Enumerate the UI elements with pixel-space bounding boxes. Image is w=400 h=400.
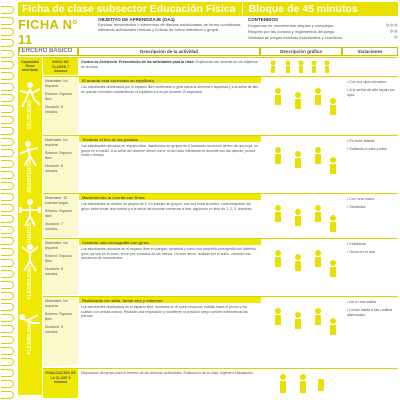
activity-text: Los estudiantes se dividen en grupos de 5. En parejas de grupos, con una línea al centro, cada integrante del grupo debe tomar una cuerda y a la señal del docente comenzar a tirar, siguiendo el ritmo de 1, 2, 3, tiradores. bbox=[81, 202, 253, 211]
spiral-ring bbox=[1, 6, 14, 14]
spiral-ring bbox=[1, 248, 14, 256]
objective-label: OBJETIVO DE APRENDIZAJE (OA4) bbox=[98, 17, 175, 22]
final-label: FINALIZACIÓN DE LA CLASE 5 minutos bbox=[45, 371, 76, 384]
stars-icon: ✲ bbox=[393, 35, 398, 41]
activity-title: Tocando el tiro de las palmas. bbox=[79, 136, 261, 142]
spiral-ring bbox=[1, 204, 14, 212]
materials-cell bbox=[43, 77, 78, 134]
spiral-ring bbox=[1, 72, 14, 80]
exercise-icon bbox=[18, 243, 42, 273]
header-spacer bbox=[18, 47, 78, 56]
start-text: Explicación del docente de los objetivos de la clase. bbox=[81, 60, 258, 69]
start-graphic bbox=[263, 58, 343, 75]
description-cell bbox=[79, 194, 261, 237]
description-cell bbox=[79, 297, 261, 366]
spiral-ring bbox=[1, 105, 14, 113]
exercise-icon bbox=[18, 301, 42, 331]
spiral-ring bbox=[1, 226, 14, 234]
spiral-ring bbox=[1, 380, 14, 388]
spiral-ring bbox=[1, 292, 14, 300]
final-text: Disposición del grupo para el término de las diversas actividades. Evaluación de la clase, higiene e hidratación. bbox=[81, 371, 254, 375]
exercise-icon bbox=[18, 198, 42, 228]
variations-list bbox=[345, 136, 398, 155]
materials-text: Materiales: No requiere. bbox=[45, 79, 68, 88]
spiral-ring bbox=[1, 347, 14, 355]
ficha-number: FICHA N° 11 bbox=[18, 17, 78, 47]
content-item: Esquemas de movimientos simples y complejos. ✲✲✲ bbox=[248, 23, 398, 29]
section-label: FLEXIBILIDAD bbox=[27, 319, 33, 355]
spiral-ring bbox=[1, 127, 14, 135]
activity-illustration bbox=[263, 297, 343, 367]
variation-item: • En trote lateral. bbox=[347, 139, 376, 143]
spiral-ring bbox=[1, 193, 14, 201]
spiral-ring bbox=[1, 259, 14, 267]
final-row bbox=[43, 368, 398, 398]
spiral-ring bbox=[1, 160, 14, 168]
activity-title: Creando una coreografía con giros. bbox=[79, 239, 261, 245]
spiral-ring bbox=[1, 369, 14, 377]
spiral-ring bbox=[1, 270, 14, 278]
spiral-ring bbox=[1, 336, 14, 344]
variation-item: • Con una mano. bbox=[347, 197, 376, 201]
activity-text: Los estudiantes ubicados en el espacio libre en parejas, sentados y como una pequeña coreografía con distintos giros, ya sea en el suelo, en un pie, tomados de las manos. Un solo demo, realizan por el suelo, creando una secuencia de movimientos. bbox=[81, 247, 256, 260]
materials-text: Materiales: No requiere. bbox=[45, 241, 68, 250]
activity-row bbox=[43, 76, 398, 134]
spiral-ring bbox=[1, 171, 14, 179]
spiral-ring bbox=[1, 358, 14, 366]
description-cell bbox=[79, 136, 261, 192]
duration-label: Bloque de 45 minutos bbox=[242, 3, 358, 15]
spiral-ring bbox=[1, 116, 14, 124]
activity-row bbox=[43, 193, 398, 237]
teacher-students-illustration bbox=[263, 58, 343, 76]
spiral-binding bbox=[0, 0, 16, 400]
variations-list bbox=[345, 239, 398, 258]
exercise-icon bbox=[18, 140, 42, 170]
final-graphic bbox=[263, 369, 343, 398]
duration-text: Duración: 7 minutos. bbox=[45, 222, 63, 231]
header-graphic: Descripción gráfica bbox=[260, 47, 342, 56]
objective-block bbox=[98, 17, 246, 32]
table-header bbox=[18, 47, 398, 56]
variation-item: • De a una rodilla. bbox=[347, 300, 378, 304]
graphic-cell bbox=[263, 297, 343, 366]
spiral-ring bbox=[1, 39, 14, 47]
duration-text: Duración: 5 minutos. bbox=[45, 105, 63, 114]
variations-cell bbox=[345, 77, 398, 134]
spiral-ring bbox=[1, 237, 14, 245]
spiral-ring bbox=[1, 182, 14, 190]
variation-item: • Llevar hasta a las rodillas alternadas. bbox=[347, 308, 393, 317]
spiral-ring bbox=[1, 149, 14, 157]
variation-item: • Individual. bbox=[347, 242, 367, 246]
description-cell bbox=[79, 239, 261, 295]
space-text: Entorno: Espacio libre. bbox=[45, 254, 72, 263]
activity-text: Los estudiantes ubicados en espacio libre, distribuidos en grupos de 6 formando un círculo dentro de una hoja, un grupo en el medio. A la señal del docente deben correr al otro lado intentando el docente con las palmas, ya sea doble o tiempo. bbox=[81, 144, 258, 157]
spiral-ring bbox=[1, 83, 14, 91]
section-label: VELOCIDAD bbox=[27, 100, 33, 130]
stars-icon: ✲✲ bbox=[389, 29, 398, 35]
activity-text: Los estudiantes distribuidos por el espacio libre comienzan a girar hacia la derecha e izquierda y a la señal de alto se quedan inmóviles manteniendo el equilibrio en un pie durante 10 segundos. bbox=[81, 85, 259, 94]
activity-illustration bbox=[263, 77, 343, 135]
variations-cell bbox=[345, 194, 398, 237]
variations-list bbox=[345, 297, 398, 321]
materials-cell bbox=[43, 239, 78, 295]
space-text: Entorno: Espacio libre. bbox=[45, 312, 72, 321]
section-label: FLEXIBILIDAD bbox=[27, 265, 33, 300]
section-label: FUERZA bbox=[27, 223, 33, 244]
variation-item: • Con los ojos cerrados. bbox=[347, 80, 388, 84]
activity-row bbox=[43, 238, 398, 295]
header-description: Descripción de la actividad bbox=[78, 47, 260, 56]
stars-icon: ✲✲✲ bbox=[385, 23, 398, 29]
variation-item: • Giros en el aire. bbox=[347, 250, 377, 254]
hydration-illustration bbox=[263, 369, 343, 399]
spiral-ring bbox=[1, 138, 14, 146]
duration-text: Duración: 8 minutos. bbox=[45, 164, 63, 173]
variation-item: • Saltando a pies juntos. bbox=[347, 147, 388, 151]
variations-cell bbox=[345, 239, 398, 295]
activity-illustration bbox=[263, 194, 343, 238]
start-description bbox=[79, 58, 261, 75]
graphic-cell bbox=[263, 77, 343, 134]
variation-item: • Sentados. bbox=[347, 205, 367, 209]
ficha-box bbox=[18, 17, 96, 54]
variation-item: • A la señal de alto tapan los ojos. bbox=[347, 88, 395, 97]
variations-list bbox=[345, 194, 398, 213]
final-description bbox=[79, 369, 261, 398]
start-title: Control de Asistencia. Presentación de las actividades para la clase. bbox=[81, 60, 195, 64]
page-title: Ficha de clase subsector Educación Física bbox=[22, 3, 236, 15]
activity-title: Manteniendo la cuerda con firma. bbox=[79, 194, 261, 200]
page-header bbox=[18, 2, 398, 16]
contents-label: CONTENIDOS bbox=[248, 17, 279, 22]
description-cell bbox=[79, 77, 261, 134]
header-variations: Variaciones bbox=[342, 47, 398, 56]
graphic-cell bbox=[263, 136, 343, 192]
duration-text: Duración: 5 minutos. bbox=[45, 325, 63, 334]
space-text: Entorno: Espacio libre. bbox=[45, 209, 72, 218]
start-row bbox=[43, 57, 398, 75]
activity-title: Realizando un ruido, tomar aire y volverse. bbox=[79, 297, 261, 303]
spiral-ring bbox=[1, 50, 14, 58]
spiral-ring bbox=[1, 17, 14, 25]
variations-cell bbox=[345, 297, 398, 366]
start-label: INICIO DE CLASES 7 minutos bbox=[51, 60, 70, 73]
contents-block bbox=[248, 17, 398, 41]
exercise-icon bbox=[18, 81, 42, 111]
graphic-cell bbox=[263, 194, 343, 237]
section-label: RESISTENCIA bbox=[27, 159, 33, 194]
activity-title: El mundo está corriendo en equilibrio. bbox=[79, 77, 261, 83]
materials-cell bbox=[43, 194, 78, 237]
variations-list bbox=[345, 77, 398, 101]
activity-illustration bbox=[263, 239, 343, 296]
spiral-ring bbox=[1, 303, 14, 311]
spiral-ring bbox=[1, 314, 14, 322]
spiral-ring bbox=[1, 391, 14, 399]
materials-text: Materiales: No requiere. bbox=[45, 299, 68, 308]
activity-row bbox=[43, 296, 398, 366]
activity-text: Los estudiantes distribuidos en el espacio libre, sentados en el suelo llevan las rodillas hacia el pecho y las sujetan con ambas manos. Realizan una respiración y mantienen la posición luego vuelven extendiendo las piernas. bbox=[81, 305, 248, 318]
materials-cell bbox=[43, 136, 78, 192]
objective-text: Ejecutar movimientos o elementos de danzas tradicionales de forma coordinada, utilizando actividades rítmicas y lúdicas de forma individual o grupal. bbox=[98, 22, 242, 32]
activity-row bbox=[43, 135, 398, 192]
capacity-label: Capacidad física abordada bbox=[21, 60, 39, 72]
final-label-cell bbox=[43, 369, 78, 398]
space-text: Entorno: Espacio libre. bbox=[45, 151, 72, 160]
variations-cell bbox=[345, 136, 398, 192]
graphic-cell bbox=[263, 239, 343, 295]
start-label-cell bbox=[43, 58, 78, 75]
spiral-ring bbox=[1, 28, 14, 36]
spiral-ring bbox=[1, 215, 14, 223]
materials-text: Materiales: No requiere. bbox=[45, 138, 68, 147]
duration-text: Duración: 8 minutos. bbox=[45, 267, 63, 276]
spiral-ring bbox=[1, 281, 14, 289]
grade-label: TERCERO BÁSICO bbox=[18, 48, 73, 54]
space-text: Entorno: Espacio libre. bbox=[45, 92, 72, 101]
materials-text: Materiales: 10 cuerdas largas. bbox=[45, 196, 69, 205]
spiral-ring bbox=[1, 325, 14, 333]
content-item: Variedad de juegos motrices individuales y colectivos. ✲ bbox=[248, 35, 398, 41]
spiral-ring bbox=[1, 94, 14, 102]
content-item: Respeto por las normas y reglamentos del juego. ✲✲ bbox=[248, 29, 398, 35]
spiral-ring bbox=[1, 61, 14, 69]
materials-cell bbox=[43, 297, 78, 366]
activity-illustration bbox=[263, 136, 343, 193]
